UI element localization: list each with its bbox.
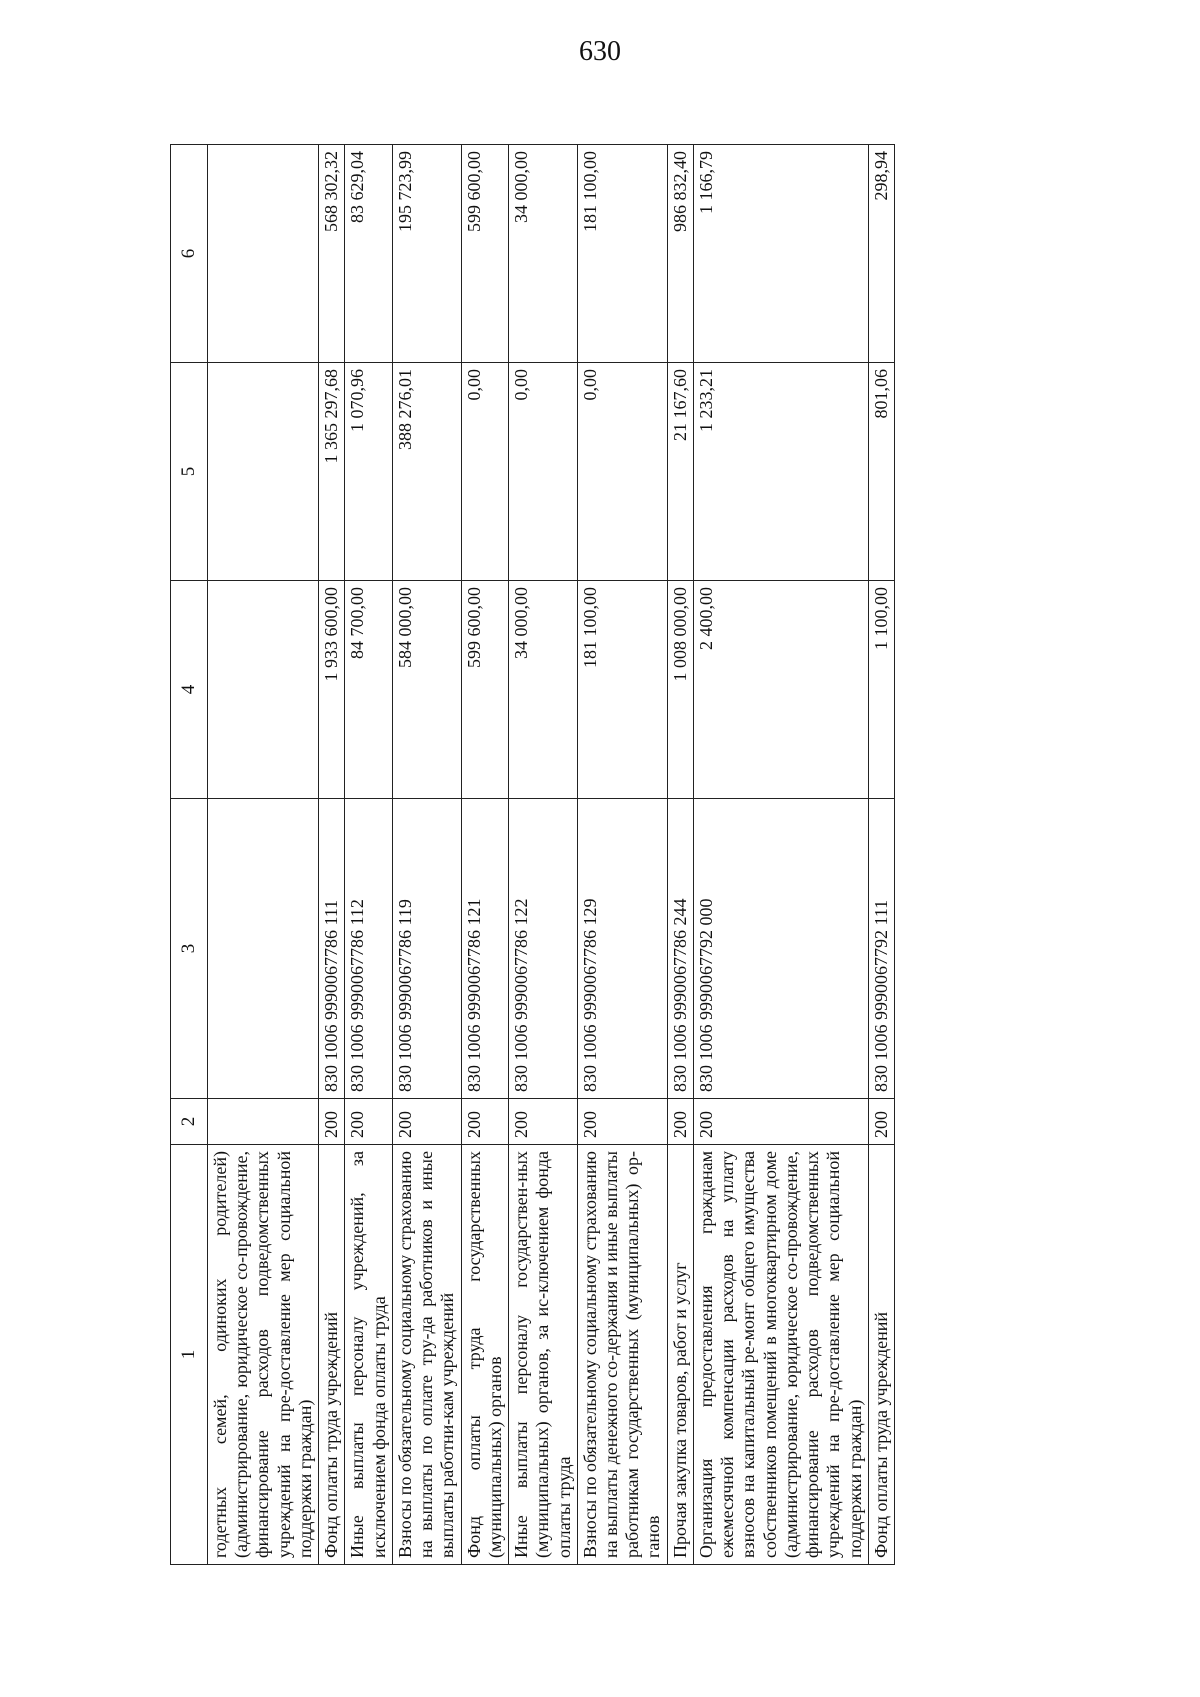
row-unexecuted: 568 302,32 bbox=[319, 145, 345, 363]
row-budget-classification: 830 1006 9990067786 129 bbox=[577, 799, 667, 1099]
page-number: 630 bbox=[579, 36, 621, 67]
row-description: годетных семей, одиноких родителей) (администрирование, юридическое со-провождение, финансирование расходов подведомственных учреждений на пре-доставление мер социальной поддержки граждан) bbox=[208, 1145, 319, 1565]
row-approved: 599 600,00 bbox=[461, 581, 508, 799]
column-header-6: 6 bbox=[171, 145, 208, 363]
row-approved: 1 008 000,00 bbox=[667, 581, 693, 799]
column-header-2: 2 bbox=[171, 1099, 208, 1145]
row-executed: 0,00 bbox=[509, 363, 578, 581]
row-unexecuted: 599 600,00 bbox=[461, 145, 508, 363]
row-approved: 1 933 600,00 bbox=[319, 581, 345, 799]
row-description: Фонд оплаты труда учреждений bbox=[868, 1145, 894, 1565]
row-budget-classification: 830 1006 9990067786 121 bbox=[461, 799, 508, 1099]
table-row bbox=[319, 145, 345, 1565]
table-row bbox=[667, 145, 693, 1565]
table-row bbox=[577, 145, 667, 1565]
row-executed: 0,00 bbox=[461, 363, 508, 581]
row-unexecuted: 1 166,79 bbox=[693, 145, 868, 363]
column-header-5: 5 bbox=[171, 363, 208, 581]
column-header-4: 4 bbox=[171, 581, 208, 799]
row-description: Взносы по обязательному социальному страхованию на выплаты денежного со-держания и иные выплаты работникам государственных (муниципальных) ор-ганов bbox=[577, 1145, 667, 1565]
row-executed: 1 070,96 bbox=[345, 363, 392, 581]
table-row bbox=[461, 145, 508, 1565]
row-description: Иные выплаты персоналу государствен-ных (муниципальных) органов, за ис-ключением фонда оплаты труда bbox=[509, 1145, 578, 1565]
row-description: Взносы по обязательному социальному страхованию на выплаты по оплате тру-да работников и иные выплаты работни-кам учреждений bbox=[392, 1145, 461, 1565]
row-approved: 584 000,00 bbox=[392, 581, 461, 799]
row-budget-classification: 830 1006 9990067786 122 bbox=[509, 799, 578, 1099]
row-unexecuted: 34 000,00 bbox=[509, 145, 578, 363]
table-row bbox=[868, 145, 894, 1565]
row-code: 200 bbox=[693, 1099, 868, 1145]
row-budget-classification: 830 1006 9990067792 111 bbox=[868, 799, 894, 1099]
row-code: 200 bbox=[667, 1099, 693, 1145]
row-executed: 0,00 bbox=[577, 363, 667, 581]
row-unexecuted bbox=[208, 145, 319, 363]
row-unexecuted: 298,94 bbox=[868, 145, 894, 363]
table-row bbox=[208, 145, 319, 1565]
budget-table-container bbox=[170, 145, 1090, 1565]
row-code: 200 bbox=[577, 1099, 667, 1145]
row-budget-classification: 830 1006 9990067786 111 bbox=[319, 799, 345, 1099]
table-row bbox=[509, 145, 578, 1565]
row-unexecuted: 195 723,99 bbox=[392, 145, 461, 363]
row-code: 200 bbox=[461, 1099, 508, 1145]
row-approved: 84 700,00 bbox=[345, 581, 392, 799]
row-executed: 1 365 297,68 bbox=[319, 363, 345, 581]
column-header-1: 1 bbox=[171, 1145, 208, 1565]
row-executed: 388 276,01 bbox=[392, 363, 461, 581]
row-executed bbox=[208, 363, 319, 581]
row-executed: 21 167,60 bbox=[667, 363, 693, 581]
row-description: Фонд оплаты труда государственных (муниципальных) органов bbox=[461, 1145, 508, 1565]
row-budget-classification: 830 1006 9990067792 000 bbox=[693, 799, 868, 1099]
row-code: 200 bbox=[392, 1099, 461, 1145]
column-header-3: 3 bbox=[171, 799, 208, 1099]
row-description: Прочая закупка товаров, работ и услуг bbox=[667, 1145, 693, 1565]
table-row bbox=[345, 145, 392, 1565]
row-code: 200 bbox=[345, 1099, 392, 1145]
row-code: 200 bbox=[509, 1099, 578, 1145]
row-code bbox=[208, 1099, 319, 1145]
row-executed: 1 233,21 bbox=[693, 363, 868, 581]
row-code: 200 bbox=[868, 1099, 894, 1145]
row-approved bbox=[208, 581, 319, 799]
row-description: Организация предоставления гражданам ежемесячной компенсации расходов на уплату взносов на капитальный ре-монт общего имущества собственников помещений в многоквартирном доме (администрирование, юридическое со-провождение, финансирование расходов подведомственных учреждений на пре-доставление мер социальной поддержки граждан) bbox=[693, 1145, 868, 1565]
row-budget-classification: 830 1006 9990067786 112 bbox=[345, 799, 392, 1099]
row-unexecuted: 181 100,00 bbox=[577, 145, 667, 363]
table-row bbox=[693, 145, 868, 1565]
row-budget-classification: 830 1006 9990067786 244 bbox=[667, 799, 693, 1099]
row-approved: 1 100,00 bbox=[868, 581, 894, 799]
budget-table bbox=[170, 144, 895, 1565]
row-description: Фонд оплаты труда учреждений bbox=[319, 1145, 345, 1565]
row-approved: 181 100,00 bbox=[577, 581, 667, 799]
row-budget-classification bbox=[208, 799, 319, 1099]
row-budget-classification: 830 1006 9990067786 119 bbox=[392, 799, 461, 1099]
table-row bbox=[392, 145, 461, 1565]
row-executed: 801,06 bbox=[868, 363, 894, 581]
row-unexecuted: 83 629,04 bbox=[345, 145, 392, 363]
row-unexecuted: 986 832,40 bbox=[667, 145, 693, 363]
header-row bbox=[171, 145, 208, 1565]
row-code: 200 bbox=[319, 1099, 345, 1145]
row-approved: 34 000,00 bbox=[509, 581, 578, 799]
row-description: Иные выплаты персоналу учреждений, за исключением фонда оплаты труда bbox=[345, 1145, 392, 1565]
row-approved: 2 400,00 bbox=[693, 581, 868, 799]
